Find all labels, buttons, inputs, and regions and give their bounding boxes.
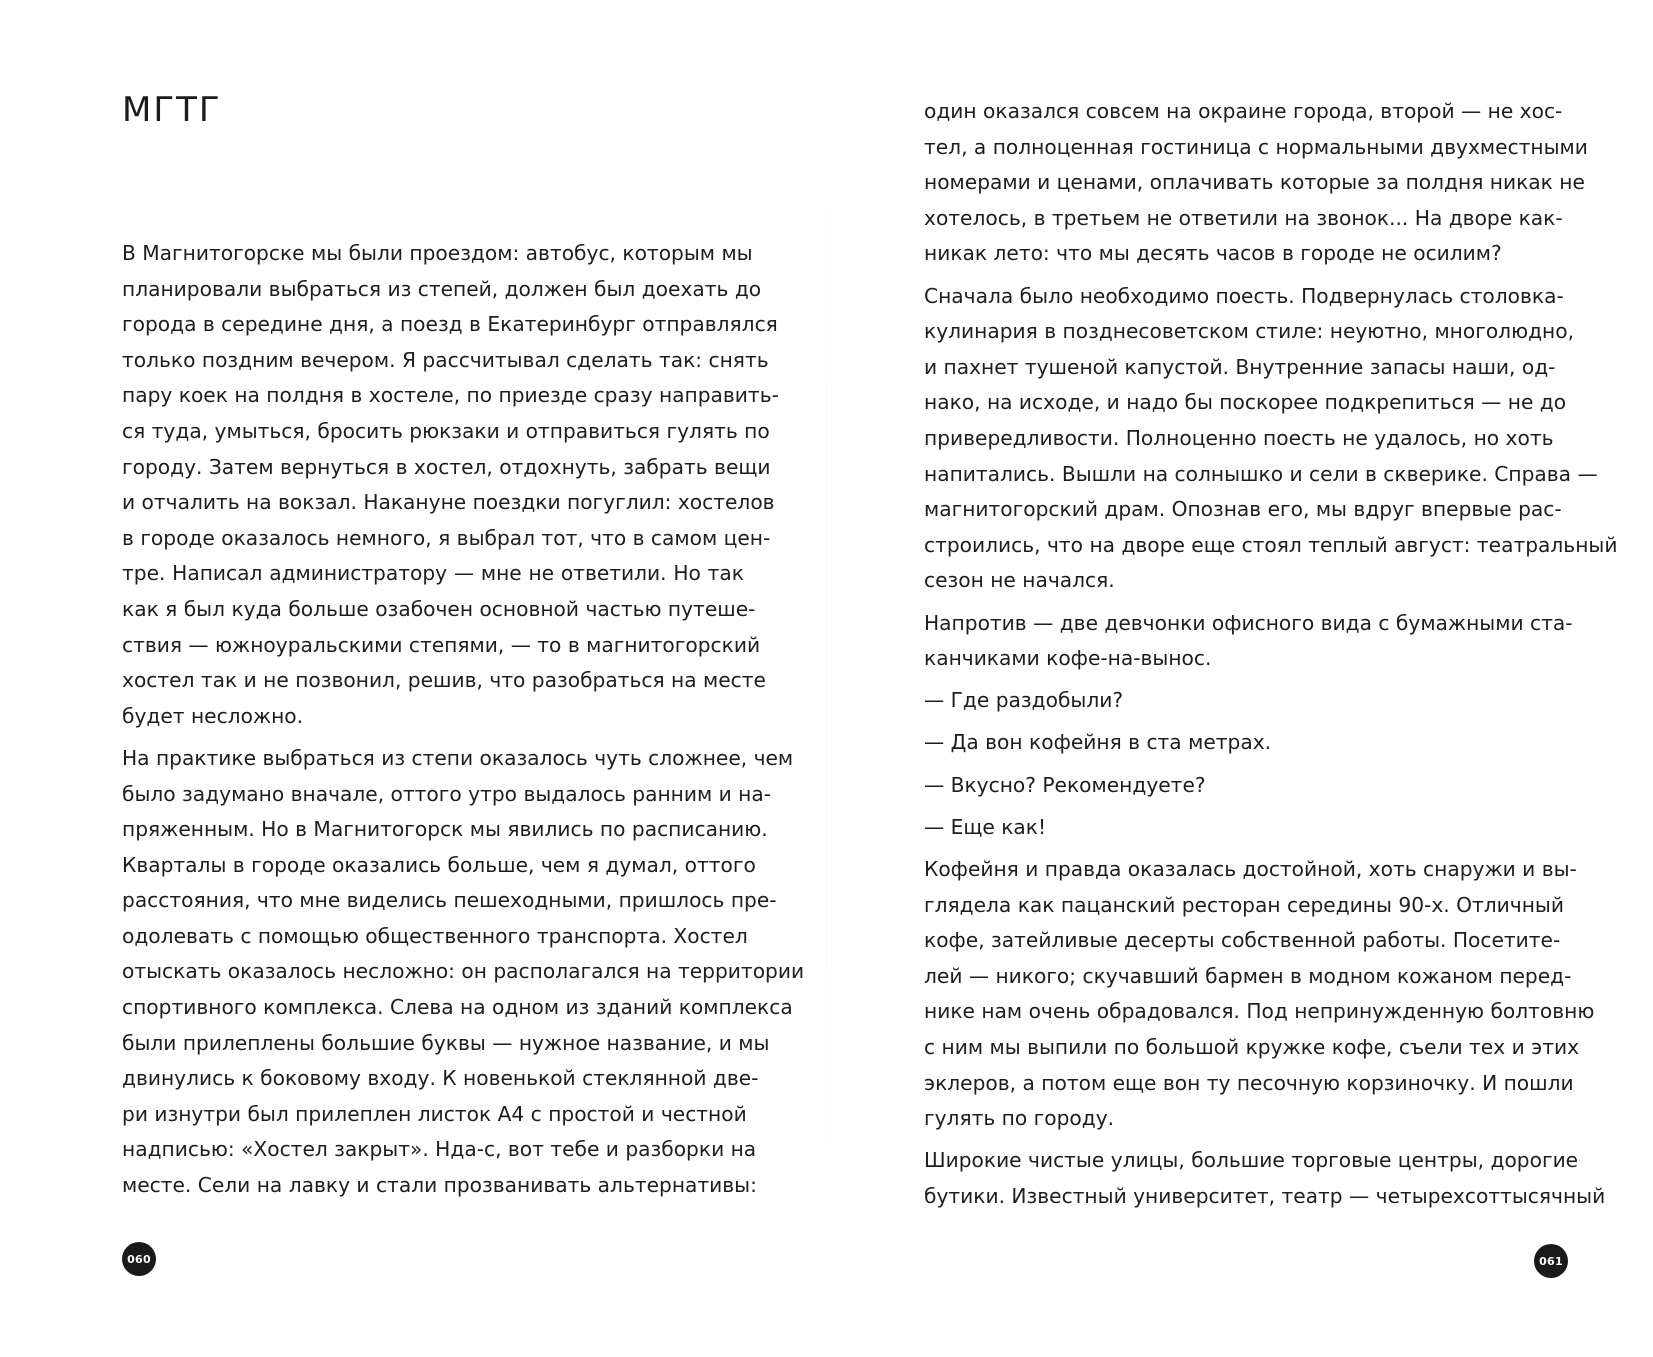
text-line: кулинария в позднесоветском стиле: неуютно, многолюдно, <box>924 319 1575 344</box>
paragraph <box>924 768 1550 804</box>
text-line: привередливости. Полноценно поесть не удалось, но хоть <box>924 425 1554 450</box>
text-line: пряженным. Но в Магнитогорск мы явились по расписанию. <box>122 817 768 842</box>
paragraph-gap <box>122 734 744 741</box>
paragraph <box>122 236 779 734</box>
text-line: спортивного комплекса. Слева на одном из зданий комплекса <box>122 995 793 1020</box>
page-number-badge <box>122 1242 156 1276</box>
text-line: магнитогорский драм. Опознав его, мы вдруг впервые рас- <box>924 497 1562 522</box>
text-line: — Вкусно? Рекомендуете? <box>924 772 1206 797</box>
paragraph-gap <box>924 845 1550 852</box>
chapter-title: МГТГ <box>122 90 222 130</box>
text-line: ся туда, умыться, бросить рюкзаки и отправиться гулять по <box>122 418 770 443</box>
text-line: и пахнет тушеной капустой. Внутренние запасы наши, од- <box>924 354 1556 379</box>
text-line: двинулись к боковому входу. К новенькой стеклянной две- <box>122 1066 759 1091</box>
text-line: бутики. Известный университет, театр — четырехсоттысячный <box>924 1183 1606 1208</box>
text-line: — Еще как! <box>924 814 1047 839</box>
text-line: — Где раздобыли? <box>924 688 1124 713</box>
paragraph <box>924 1143 1606 1214</box>
text-line: канчиками кофе-на-вынос. <box>924 646 1212 671</box>
text-line: будет несложно. <box>122 703 304 728</box>
text-line: номерами и ценами, оплачивать которые за полдня никак не <box>924 170 1585 195</box>
paragraph <box>924 810 1550 846</box>
text-line: одолевать с помощью общественного транспорта. Хостел <box>122 923 748 948</box>
text-line: пару коек на полдня в хостеле, по приезде сразу направить- <box>122 383 779 408</box>
text-line: тре. Написал администратору — мне не ответили. Но так <box>122 561 744 586</box>
paragraph <box>924 725 1550 761</box>
text-line: На практике выбраться из степи оказалось чуть сложнее, чем <box>122 745 794 770</box>
text-line: ри изнутри был прилеплен листок А4 с простой и честной <box>122 1101 747 1126</box>
text-line: эклеров, а потом еще вон ту песочную корзиночку. И пошли <box>924 1070 1574 1095</box>
text-line: городу. Затем вернуться в хостел, отдохнуть, забрать вещи <box>122 454 771 479</box>
page-number: 060 <box>127 1252 151 1266</box>
text-line: строились, что на дворе еще стоял теплый август: театральный <box>924 532 1618 557</box>
text-line: города в середине дня, а поезд в Екатеринбург отправлялся <box>122 312 778 337</box>
text-line: один оказался совсем на окраине города, второй — не хос- <box>924 99 1563 123</box>
paragraph <box>122 741 805 1204</box>
text-line: расстояния, что мне виделись пешеходными, пришлось пре- <box>122 888 777 913</box>
left-page <box>0 0 826 1357</box>
text-line: глядела как пацанский ресторан середины 90-х. Отличный <box>924 892 1564 917</box>
text-line: хотелось, в третьем не ответили на звонок... На дворе как- <box>924 205 1563 230</box>
text-line: — Да вон кофейня в ста метрах. <box>924 730 1272 755</box>
paragraph <box>924 852 1595 1137</box>
paragraph <box>924 94 1588 272</box>
paragraph-gap <box>924 761 1550 768</box>
text-line: отыскать оказалось несложно: он располагался на территории <box>122 959 805 984</box>
text-line: никак лето: что мы десять часов в городе не осилим? <box>924 241 1502 266</box>
paragraph <box>924 606 1573 677</box>
text-line: хостел так и не позвонил, решив, что разобраться на месте <box>122 668 766 693</box>
paragraph-gap <box>924 1137 1550 1144</box>
paragraph <box>924 279 1618 599</box>
text-line: Кофейня и правда оказалась достойной, хоть снаружи и вы- <box>924 857 1577 882</box>
left-page-text <box>122 236 805 1204</box>
text-line: нако, на исходе, и надо бы поскорее подкрепиться — не до <box>924 390 1567 415</box>
text-line: в городе оказалось немного, я выбрал тот, что в самом цен- <box>122 525 771 550</box>
text-line: как я был куда больше озабочен основной частью путеше- <box>122 596 756 621</box>
text-line: Кварталы в городе оказались больше, чем я думал, оттого <box>122 852 756 877</box>
right-page-text <box>924 94 1618 1215</box>
text-line: месте. Сели на лавку и стали прозванивать альтернативы: <box>122 1173 757 1198</box>
text-line: тел, а полноценная гостиница с нормальными двухместными <box>924 134 1588 159</box>
text-line: ствия — южноуральскими степями, — то в магнитогорский <box>122 632 761 657</box>
text-line: планировали выбраться из степей, должен был доехать до <box>122 276 762 301</box>
paragraph-gap <box>924 677 1550 684</box>
paragraph <box>924 683 1550 719</box>
text-line: кофе, затейливые десерты собственной работы. Посетите- <box>924 928 1561 953</box>
text-line: с ним мы выпили по большой кружке кофе, съели тех и этих <box>924 1035 1580 1059</box>
text-line: Широкие чистые улицы, большие торговые центры, дорогие <box>924 1148 1579 1173</box>
text-line: лей — никого; скучавший бармен в модном кожаном перед- <box>924 963 1572 988</box>
text-line: Напротив — две девчонки офисного вида с бумажными ста- <box>924 610 1573 635</box>
text-line: и отчалить на вокзал. Накануне поездки погуглил: хостелов <box>122 490 775 515</box>
text-line: только поздним вечером. Я рассчитывал сделать так: снять <box>122 347 769 372</box>
page-number-badge <box>1534 1244 1568 1278</box>
right-page <box>826 0 1653 1357</box>
text-line: было задумано вначале, оттого утро выдалось ранним и на- <box>122 781 772 806</box>
page-number: 061 <box>1539 1254 1563 1268</box>
paragraph-gap <box>924 803 1550 810</box>
paragraph-gap <box>924 599 1550 606</box>
text-line: гулять по городу. <box>924 1106 1115 1131</box>
text-line: надписью: «Хостел закрыт». Нда-с, вот тебе и разборки на <box>122 1137 757 1162</box>
text-line: сезон не начался. <box>924 568 1115 593</box>
paragraph-gap <box>924 272 1550 279</box>
paragraph-gap <box>924 719 1550 726</box>
text-line: напитались. Вышли на солнышко и сели в скверике. Справа — <box>924 461 1598 486</box>
text-line: Сначала было необходимо поесть. Подвернулась столовка- <box>924 283 1564 308</box>
text-line: были прилеплены большие буквы — нужное название, и мы <box>122 1030 770 1055</box>
text-line: нике нам очень обрадовался. Под непринужденную болтовню <box>924 999 1595 1024</box>
text-line: В Магнитогорске мы были проездом: автобус, которым мы <box>122 241 753 265</box>
